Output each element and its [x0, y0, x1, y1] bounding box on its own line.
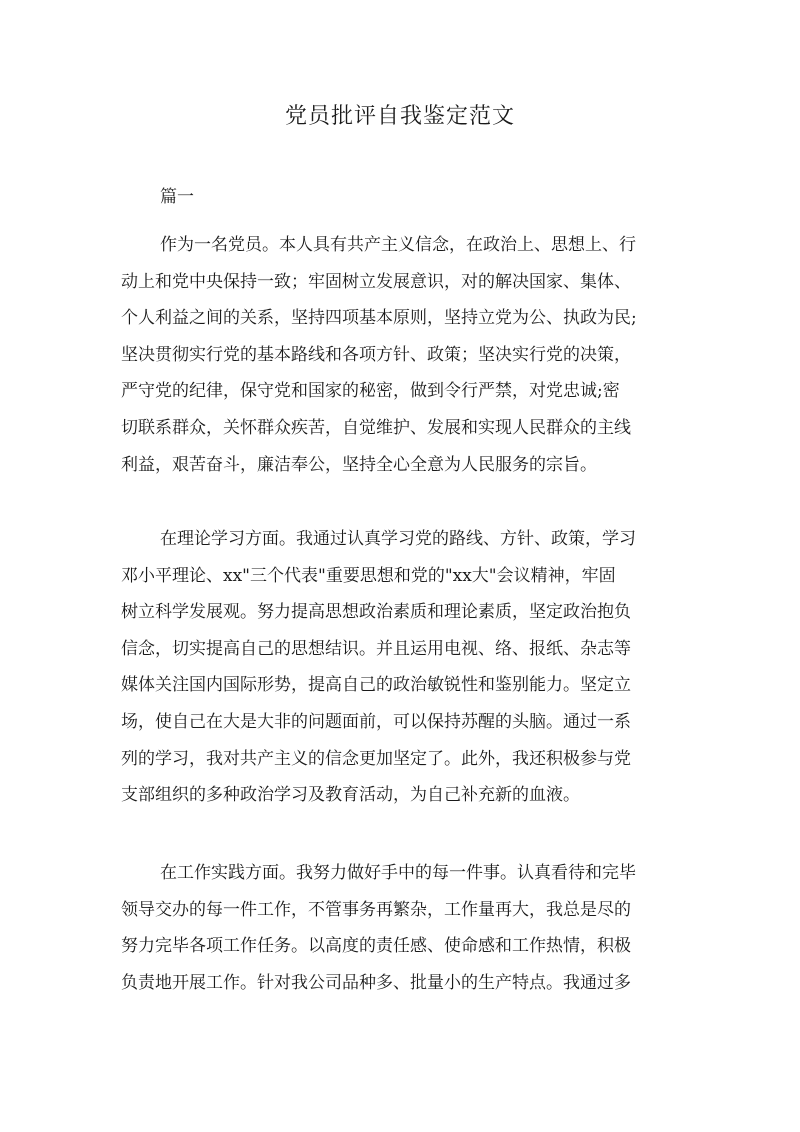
paragraph-line: 努力完毕各项工作任务。以高度的责任感、使命感和工作热情，积极 [121, 936, 631, 957]
paragraph-line: 在工作实践方面。我努力做好手中的每一件事。认真看待和完毕 [160, 863, 636, 883]
paragraph-line: 在理论学习方面。我通过认真学习党的路线、方针、政策，学习 [160, 529, 636, 549]
paragraph-line: 利益，艰苦奋斗，廉洁奉公，坚持全心全意为人民服务的宗旨。 [121, 454, 597, 475]
section-label: 篇一 [160, 187, 194, 207]
paragraph-1 [121, 227, 681, 483]
paragraph-line: 动上和党中央保持一致；牢固树立发展意识，对的解决国家、集体、 [121, 271, 631, 292]
paragraph-line: 领导交办的每一件工作，不管事务再繁杂，工作量再大，我总是尽的 [121, 899, 631, 920]
document-title: 党员批评自我鉴定范文 [284, 104, 515, 129]
paragraph-line: 场，使自己在大是大非的问题面前，可以保持苏醒的头脑。通过一系 [121, 711, 631, 732]
paragraph-line: 支部组织的多种政治学习及教育活动，为自己补充新的血液。 [121, 785, 580, 806]
paragraph-line: 切联系群众，关怀群众疾苦，自觉维护、发展和实现人民群众的主线 [121, 417, 631, 438]
paragraph-line: 媒体关注国内国际形势，提高自己的政治敏锐性和鉴别能力。坚定立 [121, 675, 631, 696]
paragraph-line: 负责地开展工作。针对我公司品种多、批量小的生产特点。我通过多 [121, 972, 631, 993]
paragraph-2 [121, 521, 681, 814]
paragraph-line: 个人利益之间的关系，坚持四项基本原则，坚持立党为公、执政为民; [121, 308, 637, 329]
paragraph-line: 列的学习，我对共产主义的信念更加坚定了。此外，我还积极参与党 [121, 748, 631, 769]
paragraph-3 [121, 855, 681, 1001]
paragraph-line: 作为一名党员。本人具有共产主义信念，在政治上、思想上、行 [160, 235, 636, 255]
paragraph-line: 坚决贯彻实行党的基本路线和各项方针、政策；坚决实行党的决策， [121, 344, 631, 365]
paragraph-line: 树立科学发展观。努力提高思想政治素质和理论素质，坚定政治抱负 [121, 602, 631, 623]
paragraph-line: 严守党的纪律，保守党和国家的秘密，做到令行严禁，对党忠诚;密 [121, 381, 620, 402]
paragraph-line: 信念，切实提高自己的思想结识。并且运用电视、络、报纸、杂志等 [121, 638, 631, 659]
paragraph-line: 邓小平理论、xx"三个代表"重要思想和党的"xx大"会议精神，牢固 [121, 565, 616, 586]
